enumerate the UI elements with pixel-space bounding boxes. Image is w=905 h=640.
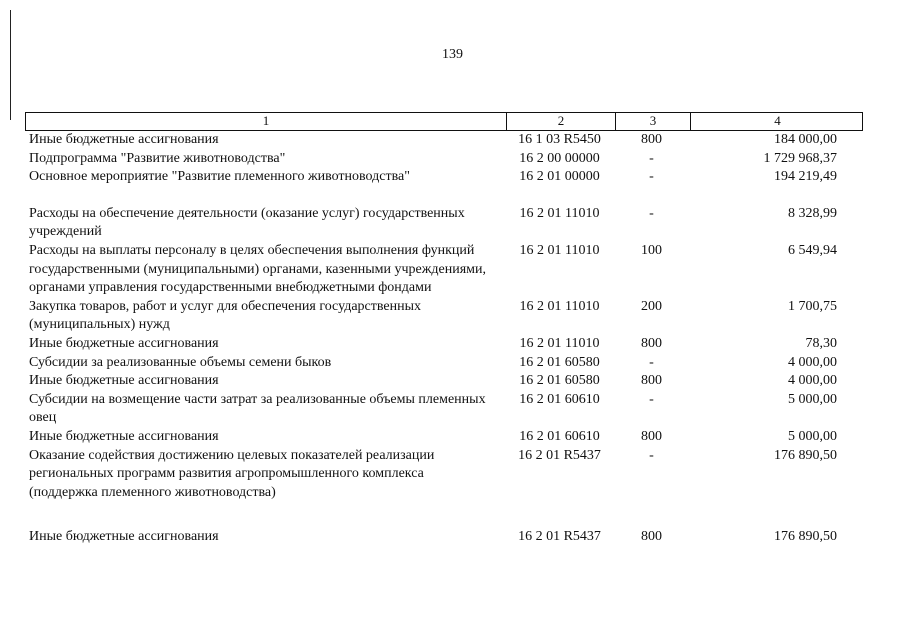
row-expense-type: - [649, 447, 654, 463]
row-name: Иные бюджетные ассигнования [29, 428, 219, 444]
table-row [25, 335, 863, 354]
row-code: 16 2 01 R5437 [518, 447, 601, 463]
row-amount: 184 000,00 [774, 132, 837, 147]
budget-table [25, 112, 863, 547]
row-name: Закупка товаров, работ и услуг для обеспечения государственных (муниципальных) нужд [29, 298, 422, 333]
row-amount: 8 328,99 [788, 205, 837, 221]
row-amount: 6 549,94 [788, 242, 837, 258]
row-expense-type: - [649, 205, 654, 221]
row-code: 16 2 01 11010 [519, 205, 600, 221]
row-amount: 5 000,00 [788, 428, 837, 444]
row-code: 16 1 03 R5450 [518, 132, 601, 147]
table-header-row [25, 112, 863, 131]
row-name: Расходы на выплаты персоналу в целях обеспечения выполнения функций государственными (муниципальными) органами, казенными учреждениями, органами управления государственными внебюджетными фондами [29, 242, 486, 296]
row-expense-type: - [649, 169, 654, 185]
row-code: 16 2 01 11010 [519, 298, 600, 314]
row-expense-type: 800 [641, 529, 662, 545]
row-amount: 4 000,00 [788, 373, 837, 389]
row-code: 16 2 01 11010 [519, 242, 600, 258]
row-expense-type: - [649, 354, 654, 370]
table-row [25, 150, 863, 169]
column-header-4: 4 [690, 113, 864, 130]
row-name: Оказание содействия достижению целевых показателей реализации региональных программ развития агропромышленного комплекса (поддержка племенного животноводства) [29, 447, 435, 500]
column-header-1: 1 [262, 113, 270, 128]
table-row [25, 242, 863, 298]
row-name: Иные бюджетные ассигнования [29, 529, 219, 545]
row-expense-type: 100 [641, 242, 662, 258]
row-expense-type: 800 [641, 335, 662, 351]
row-amount: 176 890,50 [774, 447, 837, 463]
table-row [25, 391, 863, 428]
row-name: Расходы на обеспечение деятельности (оказание услуг) государственных учреждений [29, 205, 465, 240]
table-row [25, 372, 863, 391]
row-expense-type: 200 [641, 298, 662, 314]
row-amount: 1 700,75 [788, 298, 837, 314]
row-name: Иные бюджетные ассигнования [29, 335, 219, 351]
row-amount: 194 219,49 [774, 169, 837, 185]
row-code: 16 2 00 00000 [519, 150, 600, 166]
row-amount: 4 000,00 [788, 354, 837, 370]
row-name: Субсидии за реализованные объемы семени быков [29, 354, 332, 370]
table-row [25, 168, 863, 187]
row-code: 16 2 01 R5437 [518, 529, 601, 545]
table-row [25, 205, 863, 242]
row-code: 16 2 01 60610 [519, 428, 600, 444]
row-amount: 176 890,50 [774, 529, 837, 545]
row-expense-type: 800 [641, 373, 662, 389]
row-name: Субсидии на возмещение части затрат за реализованные объемы племенных овец [29, 391, 486, 426]
row-name: Иные бюджетные ассигнования [29, 373, 219, 389]
column-header-3: 3 [615, 113, 690, 130]
row-code: 16 2 01 60580 [519, 373, 600, 389]
row-code: 16 2 01 00000 [519, 169, 600, 185]
row-code: 16 2 01 60610 [519, 391, 600, 407]
row-code: 16 2 01 11010 [519, 335, 600, 351]
page-number: 139 [442, 47, 463, 62]
row-code: 16 2 01 60580 [519, 354, 600, 370]
page-edge-line [10, 10, 11, 120]
table-row [25, 447, 863, 503]
table-row [25, 354, 863, 373]
row-amount: 5 000,00 [788, 391, 837, 407]
table-row [25, 298, 863, 335]
table-row [25, 131, 863, 150]
row-expense-type: - [649, 150, 654, 166]
row-amount: 1 729 968,37 [763, 150, 837, 166]
column-header-2: 2 [506, 113, 615, 130]
row-expense-type: - [649, 391, 654, 407]
row-name: Основное мероприятие "Развитие племенного животноводства" [29, 169, 410, 185]
table-row [25, 428, 863, 447]
row-name: Иные бюджетные ассигнования [29, 132, 219, 147]
row-name: Подпрограмма "Развитие животноводства" [29, 150, 286, 166]
row-expense-type: 800 [641, 132, 662, 147]
row-amount: 78,30 [805, 335, 837, 351]
table-row [25, 528, 863, 547]
row-expense-type: 800 [641, 428, 662, 444]
